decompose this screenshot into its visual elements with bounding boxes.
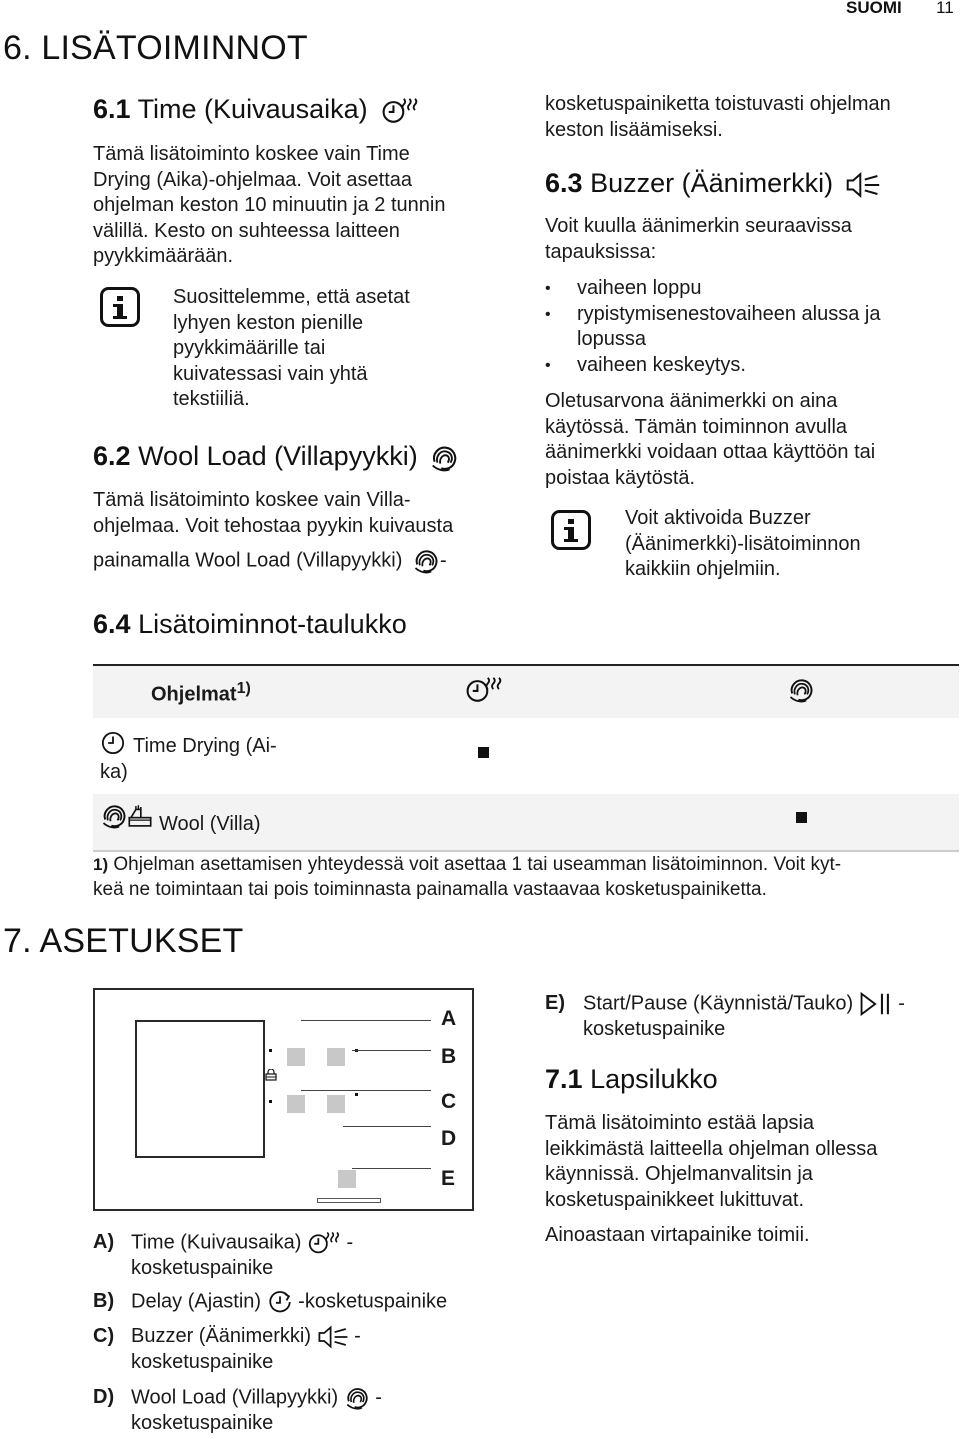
text-line: painamalla Wool Load (Villapyykki) <box>93 549 403 572</box>
text-line: Oletusarvona äänimerkki on aina <box>545 390 838 412</box>
legend-item-d <box>93 1385 513 1437</box>
leader-line <box>301 1090 431 1091</box>
text-line: (Äänimerkki)-lisätoiminnon <box>625 532 861 555</box>
wool-hand-icon <box>126 802 154 835</box>
legend-text: -kosketuspainike <box>298 1290 448 1313</box>
start-pause-button[interactable] <box>338 1170 356 1188</box>
text-line: pyykkimäärille tai <box>173 337 326 359</box>
leader-line <box>352 1050 431 1051</box>
wool-icon <box>100 802 128 835</box>
text-line: kuivatessasi vain yhtä <box>173 362 368 385</box>
section-title: Lisätoiminnot-taulukko <box>138 609 407 639</box>
text-line: pyykkimäärään. <box>93 245 234 267</box>
section-number: 6.4 <box>93 609 131 639</box>
chapter-7-title: 7. ASETUKSET <box>3 922 244 960</box>
buzzer-icon <box>317 1325 349 1349</box>
legend-text: kosketuspainike <box>583 1018 726 1040</box>
section-6-3-bullets <box>545 276 945 378</box>
text-line: Tämä lisätoiminto koskee vain Time <box>93 143 410 165</box>
control-panel-diagram <box>93 988 474 1211</box>
wool-load-button[interactable] <box>327 1095 345 1113</box>
legend-item-c <box>93 1324 513 1375</box>
leader-line <box>301 1020 431 1021</box>
table-footnote <box>93 852 959 904</box>
section-6-2-continuation <box>545 92 945 143</box>
lock-icon <box>265 1068 277 1080</box>
leader-line <box>352 1168 431 1169</box>
dash-suffix: - <box>898 992 905 1015</box>
page-number: 11 <box>936 0 954 17</box>
timer-dry-icon <box>307 1230 341 1256</box>
indicator-dot <box>269 1049 272 1052</box>
diagram-label-e: E <box>441 1167 456 1190</box>
diagram-label-d: D <box>441 1127 457 1150</box>
text-line: Tämä lisätoiminto estää lapsia <box>545 1112 815 1134</box>
text-line: tapauksissa: <box>545 240 657 263</box>
legend-item-e <box>545 991 955 1043</box>
section-number: 6.3 <box>545 168 583 198</box>
text-line: ohjelmaa. Voit tehostaa pyykin kuivausta <box>93 514 454 537</box>
section-7-1-body <box>545 1111 945 1213</box>
dash-suffix: - <box>354 1325 361 1347</box>
list-item: • rypistymisenestovaiheen alussa ja lopussa <box>545 302 917 353</box>
text-line: käytössä. Tämän toiminnon avulla <box>545 415 848 438</box>
program-label: Wool (Villa) <box>159 813 261 835</box>
text-line: kosketuspainikkeet lukittuvat. <box>545 1188 805 1211</box>
legend-text: Buzzer (Äänimerkki) <box>131 1325 312 1347</box>
legend-item-a <box>93 1230 513 1282</box>
leader-line <box>343 1126 431 1127</box>
text-line: keä ne toimintaan tai pois toiminnasta painamalla vastaavaa kosketuspainiketta. <box>93 879 767 900</box>
section-6-2-body <box>93 488 523 539</box>
legend-text: Time (Kuivausaika) <box>131 1231 302 1254</box>
legend-text: Start/Pause (Käynnistä/Tauko) <box>583 992 854 1015</box>
legend-letter: E) <box>545 992 565 1014</box>
delay-button[interactable] <box>327 1048 345 1066</box>
supported-marker <box>796 812 807 823</box>
indicator-dot <box>355 1093 358 1096</box>
dash-suffix: - <box>439 549 447 572</box>
table-row <box>93 720 959 794</box>
clock-icon <box>100 730 126 761</box>
legend-letter: A) <box>93 1231 115 1253</box>
table-header-row <box>93 666 959 718</box>
supported-marker <box>478 747 489 758</box>
legend-item-b <box>93 1289 533 1315</box>
section-6-4-heading <box>93 609 407 640</box>
text-line: poistaa käytöstä. <box>545 466 696 489</box>
text-line: välillä. Kesto on suhteessa laitteen <box>93 219 400 242</box>
section-6-3-heading <box>545 168 881 199</box>
text-line: keston lisäämiseksi. <box>545 118 723 141</box>
wool-icon <box>429 443 459 473</box>
timer-dry-icon <box>381 96 419 126</box>
text-line: leikkimästä laitteella ohjelman ollessa <box>545 1137 878 1160</box>
section-title: Time (Kuivausaika) <box>137 94 368 124</box>
legend-letter: C) <box>93 1325 115 1347</box>
text-line: Suosittelemme, että asetat <box>173 286 410 308</box>
list-item: • vaiheen loppu <box>545 276 945 302</box>
chapter-6-title: 6. LISÄTOIMINNOT <box>3 29 308 67</box>
section-6-1-note <box>173 285 493 413</box>
section-6-1-heading <box>93 94 419 126</box>
wool-icon <box>412 547 440 575</box>
text-line: ohjelman keston 10 minuutin ja 2 tunnin <box>93 194 446 216</box>
delay-icon <box>267 1289 293 1315</box>
section-number: 7.1 <box>545 1064 583 1094</box>
section-6-2-last-line <box>93 547 447 575</box>
section-title: Lapsilukko <box>590 1064 718 1094</box>
column-header-programs <box>151 680 251 707</box>
text-line: äänimerkki voidaan ottaa käyttöön tai <box>545 441 876 463</box>
table-row <box>93 794 959 850</box>
legend-text: kosketuspainike <box>131 1257 274 1279</box>
legend-text: Wool Load (Villapyykki) <box>131 1386 339 1409</box>
text-line: Voit aktivoida Buzzer <box>625 507 811 529</box>
time-button[interactable] <box>287 1048 305 1066</box>
start-pause-icon <box>859 991 893 1017</box>
text-line: Ainoastaan virtapainike toimii. <box>545 1224 810 1246</box>
buzzer-icon <box>845 171 881 199</box>
text-line: Tämä lisätoiminto koskee vain Villa- <box>93 489 411 511</box>
dash-suffix: - <box>375 1386 382 1409</box>
text-line: käynnissä. Ohjelmanvalitsin ja <box>545 1163 813 1185</box>
section-title: Buzzer (Äänimerkki) <box>590 168 834 198</box>
indicator-dot <box>269 1100 272 1103</box>
column-header-text: Ohjelmat <box>151 683 237 706</box>
section-6-2-heading <box>93 441 459 473</box>
program-label-cont: ka) <box>100 761 128 783</box>
program-label: Time Drying (Ai- <box>133 735 277 757</box>
legend-text: kosketuspainike <box>131 1412 274 1434</box>
section-label: SUOMI <box>846 0 902 17</box>
progress-bar <box>317 1198 381 1203</box>
timer-dry-icon <box>465 675 503 710</box>
diagram-label-c: C <box>441 1090 457 1113</box>
text-line: Ohjelman asettamisen yhteydessä voit asettaa 1 tai useamman lisätoiminnon. Voit kyt- <box>113 854 842 875</box>
display-screen <box>135 1020 265 1158</box>
section-title: Wool Load (Villapyykki) <box>138 441 418 471</box>
footnote-mark: 1) <box>93 855 109 874</box>
legend-letter: D) <box>93 1386 115 1408</box>
diagram-label-a: A <box>441 1007 457 1030</box>
buzzer-button[interactable] <box>287 1095 305 1113</box>
footnote-ref: 1) <box>236 680 251 697</box>
section-6-3-note <box>625 506 945 583</box>
section-number: 6.1 <box>93 94 131 124</box>
dash-suffix: - <box>346 1231 354 1254</box>
legend-letter: B) <box>93 1290 115 1312</box>
text-line: lyhyen keston pienille <box>173 311 364 334</box>
text-line: kaikkiin ohjelmiin. <box>625 558 781 580</box>
info-icon <box>551 510 591 555</box>
diagram-label-b: B <box>441 1045 457 1068</box>
wool-icon <box>787 676 815 709</box>
section-6-3-body <box>545 214 945 265</box>
text-line: Drying (Aika)-ohjelmaa. Voit asettaa <box>93 168 413 191</box>
text-line: Voit kuulla äänimerkin seuraavissa <box>545 215 852 237</box>
section-6-1-body <box>93 142 513 270</box>
legend-text: Delay (Ajastin) <box>131 1290 262 1313</box>
section-7-1-heading <box>545 1064 718 1095</box>
list-item: • vaiheen keskeytys. <box>545 353 945 379</box>
legend-text: kosketuspainike <box>131 1350 274 1373</box>
section-6-3-body-2 <box>545 389 945 491</box>
info-icon <box>100 287 140 332</box>
section-7-1-body-2 <box>545 1223 945 1249</box>
text-line: kosketuspainiketta toistuvasti ohjelman <box>545 93 891 115</box>
text-line: tekstiiliä. <box>173 388 250 410</box>
section-number: 6.2 <box>93 441 131 471</box>
wool-icon <box>344 1385 370 1411</box>
